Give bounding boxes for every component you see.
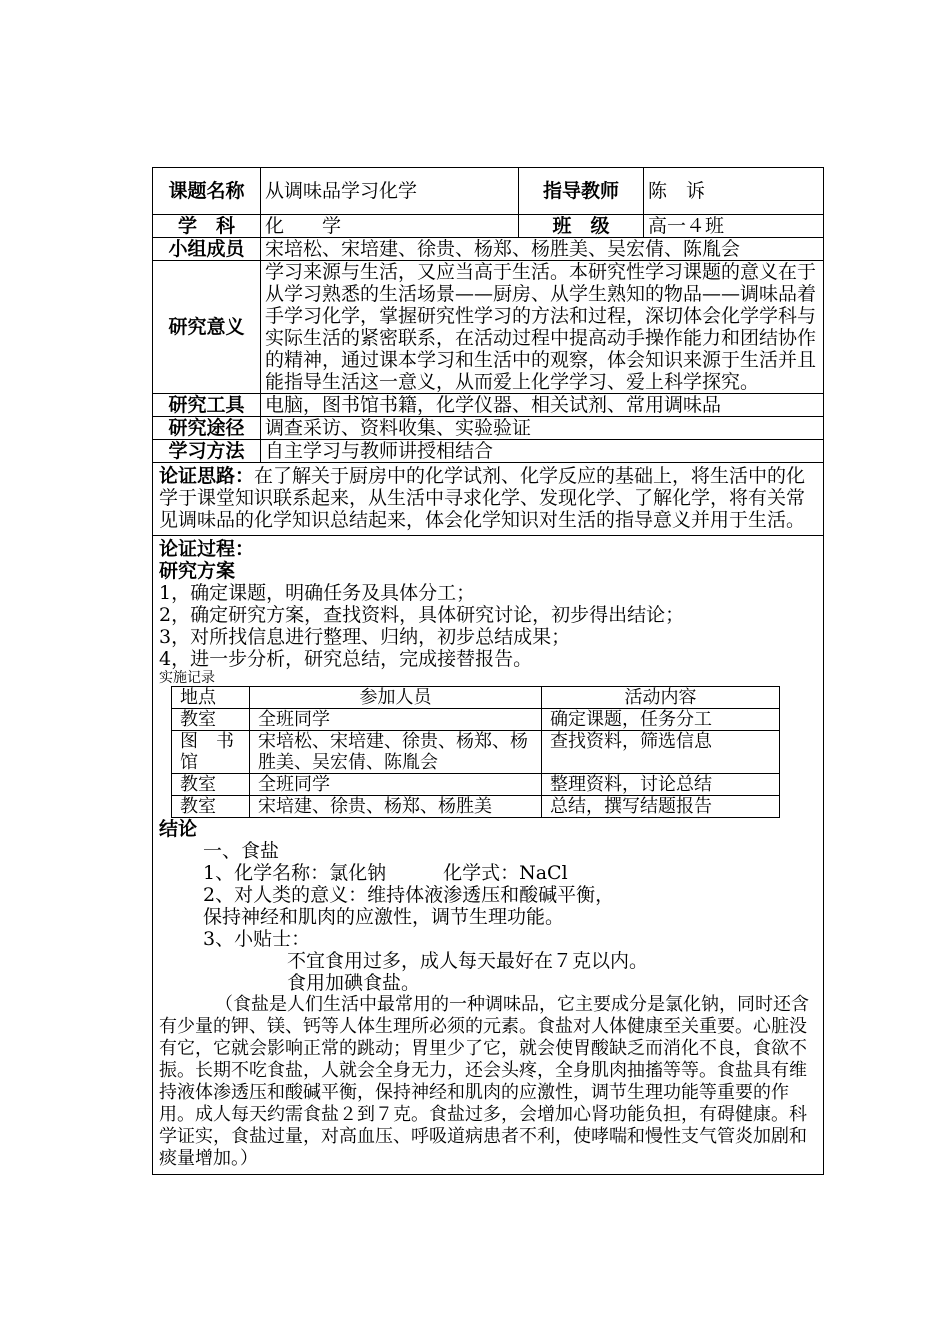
tools-row [153,394,824,417]
method-label: 学习方法 [153,440,261,463]
tools-label: 研究工具 [153,394,261,417]
record-label: 实施记录 [159,670,215,686]
record-people: 宋培建、徐贵、杨郑、杨胜美 [250,796,542,818]
record-place: 教室 [172,709,250,731]
report-document [152,167,823,1175]
tools-value: 电脑，图书馆书籍，化学仪器、相关试剂、常用调味品 [261,394,824,417]
conclusion-tip: 不宜食用过多，成人每天最好在７克以内。 [287,950,649,972]
record-header-row [172,687,780,709]
topic-value: 从调味品学习化学 [261,168,519,215]
conclusion-label: 结论 [159,818,198,840]
conclusion-line: 2、对人类的意义：维持体液渗透压和酸碱平衡， [203,884,615,906]
record-activity: 整理资料，讨论总结 [542,774,780,796]
record-place: 图 书馆 [172,731,250,774]
method-value: 自主学习与教师讲授相结合 [261,440,824,463]
subject-label: 学 科 [153,215,261,238]
approach-value: 调查采访、资料收集、实验验证 [261,417,824,440]
record-people: 全班同学 [250,774,542,796]
approach-label: 研究途径 [153,417,261,440]
significance-value: 学习来源与生活，又应当高于生活。本研究性学习课题的意义在于从学习熟悉的生活场景——厨房、从学生熟知的物品——调味品着手学习化学，掌握研究性学习的方法和过程，深切体会化学学科与实际生活的紧密联系，在活动过程中提高动手操作能力和团结协作的精神，通过课本学习和生活中的观察，体会知识来源于生活并且能指导生活这一意义，从而爱上化学学习、爱上科学探究。 [261,261,824,394]
argument-value: 在了解关于厨房中的化学试剂、化学反应的基础上，将生活中的化学于课堂知识联系起来，从生活中寻求化学、发现化学、了解化学，将有关常见调味品的化学知识总结起来，体会化学知识对生活的指导意义并用于生活。 [159,465,806,531]
process-cell [153,536,824,1175]
topic-label: 课题名称 [153,168,261,215]
subject-row [153,215,824,238]
record-people: 宋培松、宋培建、徐贵、杨郑、杨胜美、吴宏倩、陈胤会 [250,731,542,774]
class-value: 高一４班 [644,215,824,238]
process-row [153,536,824,1175]
process-label: 论证过程： [159,538,255,560]
plan-step: 1，确定课题，明确任务及具体分工； [159,582,476,604]
record-row [172,774,780,796]
conclusion-tip: 食用加碘食盐。 [287,972,421,994]
record-header-people: 参加人员 [250,687,542,709]
plan-label: 研究方案 [159,560,236,582]
record-place: 教室 [172,796,250,818]
members-value: 宋培松、宋培建、徐贵、杨郑、杨胜美、吴宏倩、陈胤会 [261,238,824,261]
members-row [153,238,824,261]
plan-step: 2，确定研究方案，查找资料，具体研究讨论，初步得出结论； [159,604,685,626]
record-activity: 总结，撰写结题报告 [542,796,780,818]
record-activity: 确定课题，任务分工 [542,709,780,731]
plan-step: 4，进一步分析，研究总结，完成接替报告。 [159,648,533,670]
record-activity: 查找资料，筛选信息 [542,731,780,774]
record-header-place: 地点 [172,687,250,709]
conclusion-line: 3、小贴士： [203,928,311,950]
record-table [171,686,780,818]
subject-value: 化 学 [261,215,519,238]
class-label: 班 级 [519,215,644,238]
argument-row [153,463,824,536]
topic-row [153,168,824,215]
record-people: 全班同学 [250,709,542,731]
conclusion-section-title: 一、食盐 [203,840,280,862]
report-table [152,167,824,1175]
teacher-label: 指导教师 [519,168,644,215]
significance-label: 研究意义 [153,261,261,394]
teacher-value: 陈 诉 [644,168,824,215]
record-row [172,796,780,818]
record-row [172,709,780,731]
method-row [153,440,824,463]
plan-step: 3，对所找信息进行整理、归纳，初步总结成果； [159,626,571,648]
record-row [172,731,780,774]
approach-row [153,417,824,440]
conclusion-line: 保持神经和肌肉的应激性，调节生理功能。 [203,906,565,928]
members-label: 小组成员 [153,238,261,261]
record-place: 教室 [172,774,250,796]
conclusion-paragraph: （食盐是人们生活中最常用的一种调味品，它主要成分是氯化钠，同时还含有少量的钾、镁、钙等人体生理所必须的元素。食盐对人体健康至关重要。心脏没有它，它就会影响正常的跳动；胃里少了它，就会使胃酸缺乏而消化不良，食欲不振。长期不吃食盐，人就会全身无力，还会头疼，全身肌肉抽搐等等。食盐具有维持液体渗透压和酸碱平衡，保持神经和肌肉的应激性，调节生理功能等重要的作用。成人每天约需食盐２到７克。食盐过多，会增加心肾功能负担，有碍健康。科学证实，食盐过量，对高血压、呼吸道病患者不利，使哮喘和慢性支气管炎加剧和痰量增加。） [159,994,809,1169]
argument-label: 论证思路： [159,465,255,487]
conclusion-line: 1、化学名称：氯化钠 化学式：NaCl [203,862,568,884]
argument-cell [153,463,824,536]
record-header-activity: 活动内容 [542,687,780,709]
significance-row [153,261,824,394]
